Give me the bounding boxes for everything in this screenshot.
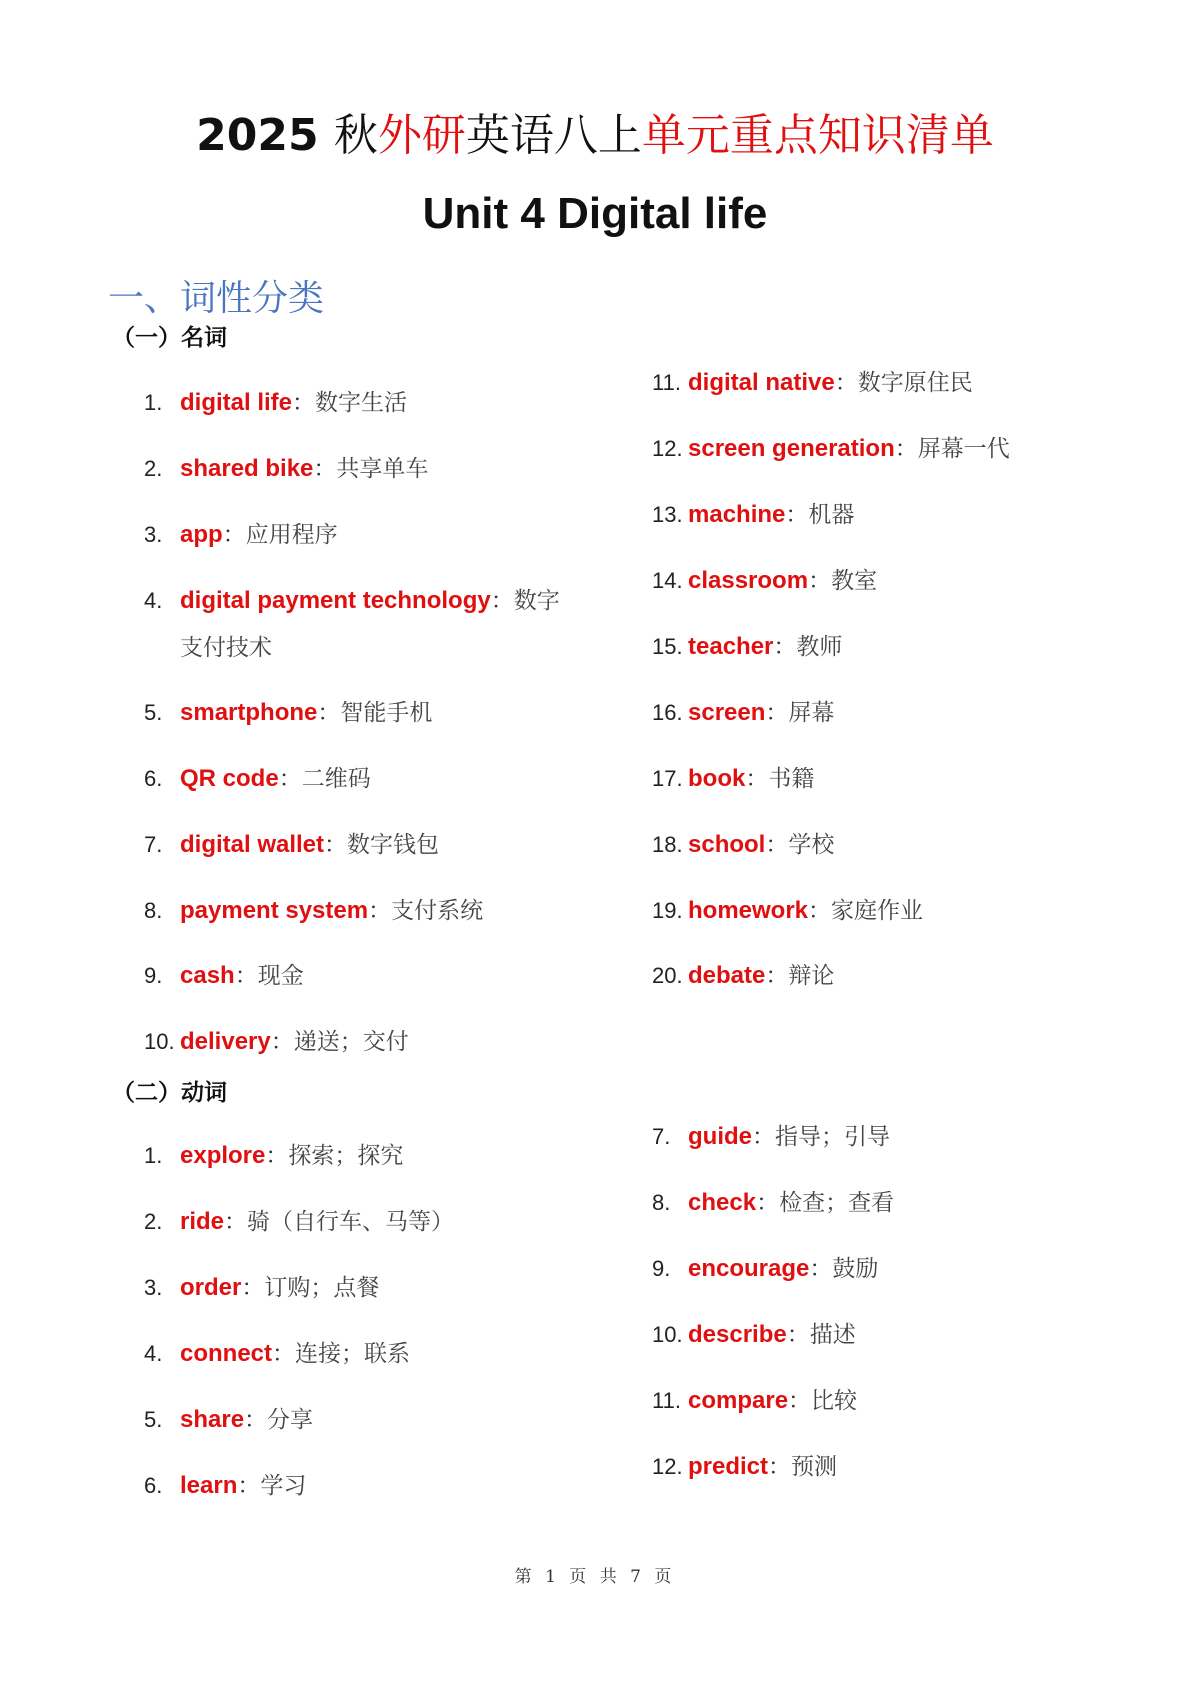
item-separator: ： — [752, 1124, 775, 1150]
item-separator: ： — [270, 1029, 294, 1055]
item-number: 6. — [144, 1473, 163, 1498]
item-meaning: 骑（自行车、马等） — [247, 1209, 455, 1235]
item-number: 4. — [144, 588, 163, 613]
item-meaning: 指导；引导 — [775, 1124, 890, 1150]
item-term: explore — [180, 1142, 266, 1169]
item-separator: ： — [834, 370, 858, 396]
item-meaning: 连接；联系 — [295, 1341, 411, 1367]
list-item — [652, 894, 923, 928]
list-item — [144, 1337, 410, 1371]
item-term: shared bike — [180, 455, 314, 482]
page-subtitle: Unit 4 Digital life — [422, 189, 768, 238]
item-separator: ： — [224, 1209, 248, 1235]
list-item — [144, 1403, 313, 1437]
item-number: 10. — [652, 1322, 683, 1347]
item-number: 16. — [652, 700, 683, 725]
list-item — [144, 1025, 409, 1059]
item-term: smartphone — [180, 699, 318, 726]
item-separator: ： — [490, 588, 514, 614]
item-meaning: 智能手机 — [340, 700, 433, 726]
list-item — [144, 762, 371, 796]
item-term: digital wallet — [180, 831, 325, 858]
item-number: 7. — [652, 1124, 671, 1149]
title-part4: 单元重点知识清单 — [641, 110, 994, 161]
item-meaning: 支付系统 — [391, 898, 484, 924]
item-meaning: 探索；探究 — [288, 1143, 404, 1169]
item-meaning: 数字生活 — [315, 390, 408, 416]
list-item — [144, 696, 432, 730]
item-meaning: 检查；查看 — [779, 1190, 895, 1216]
item-meaning: 教室 — [831, 568, 878, 594]
item-number: 1. — [144, 390, 163, 415]
page-title — [0, 104, 1190, 168]
list-item — [652, 959, 834, 993]
item-meaning: 现金 — [257, 963, 304, 989]
item-term: digital native — [688, 369, 835, 396]
item-term: learn — [180, 1472, 238, 1499]
item-separator: ： — [765, 963, 789, 989]
item-number: 17. — [652, 766, 683, 791]
item-number: 12. — [652, 1454, 683, 1479]
title-part2: 外研 — [377, 110, 466, 161]
item-separator: ： — [222, 522, 246, 548]
item-separator: ： — [808, 568, 832, 594]
list-item — [652, 630, 842, 664]
item-meaning: 机器 — [808, 502, 855, 528]
list-item — [144, 828, 439, 862]
item-term: teacher — [688, 633, 774, 660]
item-meaning: 家庭作业 — [831, 898, 924, 924]
verbs-heading: （二）动词 — [112, 1080, 227, 1106]
item-term: machine — [688, 501, 786, 528]
item-number: 9. — [652, 1256, 671, 1281]
item-separator: ： — [788, 1388, 812, 1414]
list-item — [144, 894, 483, 928]
item-meaning: 辩论 — [788, 963, 835, 989]
item-number: 13. — [652, 502, 683, 527]
item-number: 18. — [652, 832, 683, 857]
item-meaning-continued: 支付技术 — [180, 635, 272, 661]
page-footer: 第 1 页 共 7 页 — [514, 1567, 676, 1587]
item-separator: ： — [241, 1275, 265, 1301]
item-term: homework — [688, 897, 809, 924]
item-term: predict — [688, 1453, 769, 1480]
list-item — [144, 1205, 454, 1239]
item-number: 10. — [144, 1029, 175, 1054]
item-term: digital life — [180, 389, 293, 416]
item-separator: ： — [368, 898, 392, 924]
item-number: 2. — [144, 456, 163, 481]
nouns-heading: （一）名词 — [112, 325, 227, 351]
list-item — [652, 828, 834, 862]
list-item — [652, 696, 834, 730]
item-meaning: 屏幕 — [788, 700, 835, 726]
item-number: 9. — [144, 963, 163, 988]
item-number: 6. — [144, 766, 163, 791]
item-separator: ： — [765, 832, 789, 858]
list-item — [652, 1252, 878, 1286]
list-item — [144, 959, 304, 993]
item-separator: ： — [317, 700, 341, 726]
item-number: 11. — [652, 370, 681, 395]
item-separator: ： — [745, 766, 769, 792]
list-item — [652, 564, 877, 598]
item-meaning: 数字钱包 — [347, 832, 440, 858]
item-number: 4. — [144, 1341, 163, 1366]
list-item — [652, 366, 973, 400]
item-meaning: 分享 — [267, 1407, 314, 1433]
item-term: connect — [180, 1340, 273, 1367]
item-term: guide — [688, 1123, 752, 1150]
item-term: QR code — [180, 765, 279, 792]
item-meaning: 订购；点餐 — [264, 1275, 380, 1301]
title-part3: 英语八上 — [465, 110, 642, 161]
item-meaning: 数字原住民 — [857, 370, 973, 396]
item-separator: ： — [786, 1322, 810, 1348]
list-item — [652, 1318, 856, 1352]
list-item — [652, 432, 1010, 466]
item-term: app — [180, 521, 223, 548]
item-meaning: 应用程序 — [245, 522, 338, 548]
item-number: 15. — [652, 634, 683, 659]
item-number: 1. — [144, 1143, 163, 1168]
title-part1: 秋 — [333, 110, 378, 161]
item-separator: ： — [785, 502, 809, 528]
list-item — [144, 452, 428, 486]
item-term: classroom — [688, 567, 809, 594]
item-number: 5. — [144, 700, 163, 725]
item-term: order — [180, 1274, 242, 1301]
item-separator: ： — [244, 1407, 268, 1433]
list-item — [652, 1384, 857, 1418]
item-term: school — [688, 831, 766, 858]
item-number: 12. — [652, 436, 683, 461]
list-item — [144, 518, 338, 552]
item-meaning: 预测 — [791, 1454, 838, 1480]
item-meaning: 共享单车 — [336, 456, 429, 482]
list-item — [652, 1450, 837, 1484]
item-meaning: 学校 — [788, 832, 835, 858]
item-separator: ： — [272, 1341, 296, 1367]
item-term: check — [688, 1189, 757, 1216]
item-separator: ： — [292, 390, 316, 416]
item-meaning: 书籍 — [768, 766, 815, 792]
item-term: encourage — [688, 1255, 810, 1282]
item-meaning: 数字 — [513, 588, 560, 614]
item-separator: ： — [808, 898, 832, 924]
item-number: 20. — [652, 963, 683, 988]
item-separator: ： — [773, 634, 797, 660]
item-term: describe — [688, 1321, 787, 1348]
list-item — [652, 1120, 890, 1154]
item-term: screen — [688, 699, 766, 726]
item-separator: ： — [278, 766, 302, 792]
item-meaning: 鼓励 — [832, 1256, 879, 1282]
list-item — [144, 1469, 306, 1503]
item-number: 14. — [652, 568, 683, 593]
item-number: 11. — [652, 1388, 681, 1413]
item-number: 3. — [144, 522, 163, 547]
list-item — [144, 386, 407, 420]
list-item — [652, 498, 854, 532]
item-number: 8. — [144, 898, 163, 923]
item-term: digital payment technology — [180, 587, 491, 614]
item-term: book — [688, 765, 746, 792]
item-separator: ： — [894, 436, 918, 462]
title-year: 2025 — [196, 110, 334, 161]
item-number: 7. — [144, 832, 163, 857]
item-term: compare — [688, 1387, 789, 1414]
item-term: debate — [688, 962, 766, 989]
item-separator: ： — [768, 1454, 792, 1480]
item-meaning: 二维码 — [301, 766, 371, 792]
item-number: 19. — [652, 898, 683, 923]
item-term: delivery — [180, 1028, 271, 1055]
item-separator: ： — [756, 1190, 780, 1216]
item-separator: ： — [237, 1473, 261, 1499]
item-meaning: 递送；交付 — [293, 1029, 409, 1055]
item-number: 2. — [144, 1209, 163, 1234]
list-item — [652, 762, 814, 796]
item-meaning: 屏幕一代 — [917, 436, 1010, 462]
item-separator: ： — [809, 1256, 833, 1282]
list-item — [144, 1271, 379, 1305]
item-term: ride — [180, 1208, 225, 1235]
item-number: 3. — [144, 1275, 163, 1300]
item-meaning: 比较 — [811, 1388, 858, 1414]
item-separator: ： — [234, 963, 258, 989]
item-separator: ： — [313, 456, 337, 482]
item-number: 8. — [652, 1190, 671, 1215]
item-meaning: 学习 — [260, 1473, 307, 1499]
item-meaning: 描述 — [809, 1322, 856, 1348]
item-term: cash — [180, 962, 235, 989]
item-term: payment system — [180, 897, 369, 924]
item-separator: ： — [265, 1143, 289, 1169]
item-separator: ： — [765, 700, 789, 726]
section-heading: 一、词性分类 — [108, 278, 325, 319]
item-term: screen generation — [688, 435, 895, 462]
list-item — [652, 1186, 894, 1220]
item-meaning: 教师 — [796, 634, 843, 660]
item-term: share — [180, 1406, 245, 1433]
list-item — [144, 584, 560, 618]
item-number: 5. — [144, 1407, 163, 1432]
item-separator: ： — [324, 832, 348, 858]
list-item — [144, 1139, 403, 1173]
